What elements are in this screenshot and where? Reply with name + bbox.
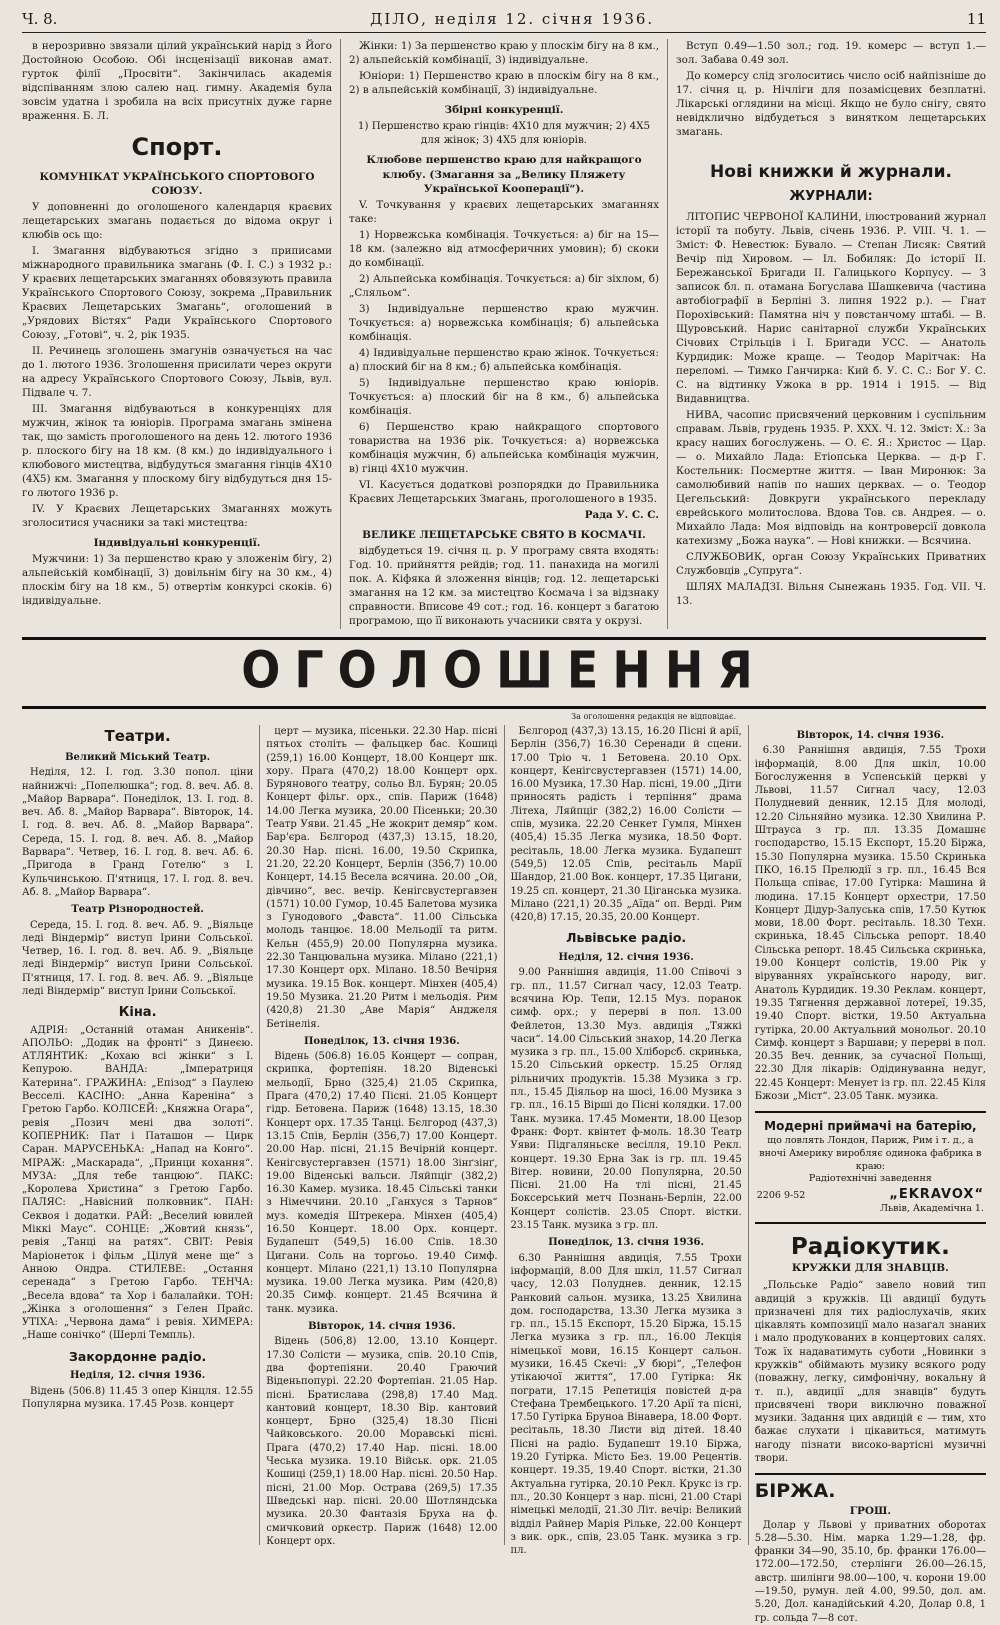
money-subheading: ГРОШ. xyxy=(849,1504,891,1517)
masthead: ДІЛО, неділя 12. січня 1936. xyxy=(370,10,655,28)
article-paragraph: 2) Альпейська комбінація. Точкується: а) біг зіхлом, б) „Сляльом“. xyxy=(349,273,659,300)
article-paragraph: ІІ. Речинець зголошень змагунів означується на час до 1. лютого 1936. Зголошення присилати через округи на адресу Українського Спортового Союзу, Львів, вул. Підвале ч. 7. xyxy=(22,345,332,400)
ad-text: Радіотехнічні заведення xyxy=(808,1173,932,1185)
team-heading: Збірні конкуренції. xyxy=(444,104,564,116)
lead-paragraph: в нерозривно звязали цілий український нарід з Його Достойною Особою. Обі інсценізації виконав амат. гурток філії „Просвіти“. Закінчилась академія відспіванням злою салею нац. гимну. Академія була зовсім удатна і зробила на всіх присутніх дуже гарне враження. Б. Л. xyxy=(22,40,332,122)
communique-heading: КОМУНІКАТ УКРАЇНСЬКОГО СПОРТОВОГО СОЮЗУ. xyxy=(39,170,315,197)
radio-listing: Бєлгород (437,3) 13.15, 16.20 Пісні й арії, Берлін (356,7) 16.30 Серенади й сцени. 17.00 Тріо ч. 1 Бетовена. 20.10 Орх. концерт, Кенігсвустергавзен (1571) 14.00, 16.00 Музика, 17.30 Нар. пісні, 19.00 „Діти приносять радість і терпіння“ драма Літеха, Ляйпціг (382,2) 16.00 Солісти — спів, музика. 22.20 Сенкет Гумля, Мінхен (405,4) 15.35 Легка музика, 18.50 Форт. ресітаьль, 18.00 Легка музика. Будапешт (549,5) 12.05 Спів, ресітаьль Марії Шандор, 21.00 Вок. концерт, 17.35 Цигани, 19.25 сп. концерт, 21.30 Ціганська музика. Мілано (221,1) 20.35 „Аїда“ оп. Верді. Рим (420,8) 17.15, 20.35, 20.00 Концерт. xyxy=(510,726,742,924)
radio-listing: 6.30 Раннішня авдиція, 7.55 Трохи інформацій, 8.00 Для шкіл, 11.57 Сигнал часу, 12.03 Полуднев. денник, 12.15 Ранковий сальон. музика, 13.25 Хвилина дом. господарства, 13.30 Легка музика з гр. пл., 15.15 Експорт, 15.20 Біржа, 15.15 Легка музика з гр. пл., 16.00 Лекція німецької мови, 16.15 Концерт сальон. музики, 16.45 Скечі: „У бюрі“, „Телефон утікаючої життя“, 17.00 Гутірка: Як пограти, 17.15 Репетиція повістей д-ра Стефана Трембецького. 17.20 Арії та пісні, 17.50 Гутірка Бруноа Вінавера, 18.00 Форт. ресітаьль, 18.30 Листи від дітей. 18.40 Пісні на радіо. Будапешт 19.10 Біржа, 19.20 Гутірка. Місто Без. 19.00 Рецентів. концерт. 19.35, 19.40 Спорт. вістки, 21.30 Актуальна гутірка, 20.10 Рекл. Крукс із гр. пл., 20.30 Концерт з нар. пісні, 21.00 Старі німецькі мелодії, 21.30 Літ. вечір: Великий відділ Райнер Марія Рільке, 22.00 Концерт з вик. орк., спів, 23.05 Танк. музика з гр. пл. xyxy=(510,1252,742,1557)
ad-headline: Модерні приймачі на батерію, xyxy=(764,1119,977,1134)
page-header xyxy=(22,6,986,33)
article-paragraph: IV. У Краєвих Лещетарських Змаганнях можуть зголоситися учасники за такі мистецтва: xyxy=(22,503,332,530)
radio-listing: церт — музика, пісеньки. 22.30 Нар. пісні пятьох століть — фальцкер бас. Кошиці (259,1) 16.00 Концерт, 18.00 Концерт шк. хору. Прага (470,2) 18.00 Концерт орх. Бурянового театру, сольо Вл. Бурян; 20.05 Концерт фільг. орх., спів. Париж (1648) 14.00 Легка музика, 20.00 Пісеньки; 20.30 Театр Уяви. 21.45 „Не жокрит демяр“ ком. Бар'єра. Бєлгород (437,3) 13.15, 18.20, 20.30 Нар. пісні. 16.00, 19.50 Скрипка, 21.20, 22.20 Концерт, Берлін (356,7) 10.00 Концерт, 14.15 Весела всячина. 20.00 „Ой, дівчино“, вес. вечір. Кенігсвустергавзен (1571) 10.00 Гумор, 10.45 Балетова музика з Гунодового „Фавста“. 11.00 Сільська молодь танцює. 18.00 Мельодії та ритм. Кельн (455,9) 20.00 Популярна музика. 22.30 Танцювальна музика. Мілано (221,1) 17.30 Концерт орх. Мілано. 18.50 Вечірня музика. 19.15 Вок. концерт. Мінхен (405,4) 19.50 Музика. 21.20 Ритм і мельодія. Рим (420,8) 21.30 „Аве Марія“ Анджеля Бетінелія. xyxy=(266,726,498,1030)
cinemas-heading: Кіна. xyxy=(118,1005,157,1021)
column-foreign-radio xyxy=(259,725,497,1545)
exchange-heading: БІРЖА. xyxy=(755,1473,986,1504)
individual-heading: Індивідуальні конкуренції. xyxy=(93,537,261,550)
radio-listing: 9.00 Раннішня авдиція, 11.00 Співочі з гр. пл., 11.57 Сигнал часу, 12.03 Театр. всячина Юр. Тепи, 12.15 Муз. поранок симф. орх.; у перерві в пол. 13.00 Фейлетон, 13.30 Муз. авдиція „Тяжкі часи“. 14.00 Сільський знахор, 14.20 Легка музика з гр. пл., 15.00 Хліборсб. скринька, 15.20 Сільський оркестр. 15.25 Огляд рільничих продуктів. 15.38 Музика з гр. пл., 15.45 Діяльор на шосі, 16.00 Музика з гр. пл., 16.15 Вірші до Пісні колядки. 17.00 Танк. музика. 17.45 Моменти, 18.00 Цезор Франк: Форт. квінтет ф-моль. 18.30 Театр Уяви: Підгаляньске весілля, 19.10 Рекл. концерт. 19.30 Ерна Зак із гр. пл. 19.45 Вітер. новини, 20.00 Популярна, 20.50 Пісні. 21.00 На тлі пісні, 21.45 Боксерський метч Познань-Берлін, 22.00 Концерт солістів. 23.05 Спорт. вістки. 23.15 Танк. музика з гр. пл. xyxy=(510,967,742,1232)
article-paragraph: І. Змагання відбуваються згідно з приписами міжнародного правильника змагань (Ф. І. С.) з 1932 р.: У краєвих лещетарських змаганнях обовязують правила Українського Спортового Союзу, зокрема „Правильник Краєвих Лещетарських Змагань“, оголошений в „Урядових Вістях“ Ради Українського Спортового Союзу, „Готові“, ч. 2, рік 1935. xyxy=(22,245,332,342)
radio-listing: Відень (506.8) 11.45 З опер Кінцля. 12.55 Популярна музика. 17.45 Розв. концерт xyxy=(22,1385,254,1410)
ekravox-advertisement xyxy=(755,1111,986,1223)
books-heading: Нові книжки й журнали. xyxy=(710,162,952,182)
article-paragraph: ІІІ. Змагання відбуваються в конкуренціях для мужчин, жінок та юніорів. Програма змагань змінена так, що замість проголошеного на день 12. лютого 1936 р. плоского бігу на 18 км. (8 км.) до індивідуального і клюбового мистецтва, відбудуться змагання гінців 4Х10 (4Х5) км. Змагання у плоскому бігу відбудуться дня 15-го лютого 1936 р. xyxy=(22,403,332,500)
journal-entry: ШЛЯХ МАЛАДЗІ. Вільня Сынежань 1935. Год. VII. Ч. 13. xyxy=(676,580,986,607)
ad-footer xyxy=(757,1186,984,1203)
article-paragraph: 5) Індивідуальне першенство краю юніорів. Точкується: а) плоский біг на 8 км., б) альпейська комбінація. xyxy=(349,377,659,418)
lead-paragraph: Вступ 0.49—1.50 зол.; год. 19. комерс — вступ 1.— зол. Забава 0.49 зол. xyxy=(676,40,986,66)
kosmach-heading: ВЕЛИКЕ ЛЕЩЕТАРСЬКЕ СВЯТО В КОСМАЧІ. xyxy=(362,529,646,542)
day-heading: Неділя, 12. січня 1936. xyxy=(69,1370,206,1382)
ad-address: Львів, Академічна 1. xyxy=(880,1203,984,1215)
ad-brand: „EKRAVOX“ xyxy=(889,1186,984,1202)
top-columns xyxy=(22,39,986,629)
main-theatre-heading: Великий Міський Театр. xyxy=(65,751,211,763)
column-competitions xyxy=(340,39,659,629)
banner-disclaimer: За оголошення редакція не відповідає. xyxy=(571,712,736,721)
journals-heading: ЖУРНАЛИ: xyxy=(789,189,873,205)
signature: Рада У. С. С. xyxy=(584,509,659,522)
radio-listing: Відень (506,8) 12.00, 13.10 Концерт. 17.30 Солісти — музика, спів. 20.10 Спів, два фортепіяни. 20.40 Граючий Віденьпопурі. 22.20 Фортепіан. 21.05 Нар. пісні. Братислава (298,8) 17.40 Мад. кантовий концерт, 18.30 Вір. кантовий концерт, Брно (325,4) 18.30 Пісні Чайковського. 20.00 Моравські пісні. Прага (470,2) 17.40 Нар. пісні. 18.00 Чеська музика. 19.10 Військ. орк. 21.05 Кошиці (259,1) 18.00 Нар. пісні. 20.50 Нар. пісні, 21.00 Мор. Острава (269,5) 17.35 Шведські нар. пісні. 20.00 Шотляндська музика. 20.30 Фантазія Бруха на ф. смичковий оркестр. Париж (1648) 12.00 Концерт орх. xyxy=(266,1336,498,1547)
article-paragraph: 3) Індивідуальне першенство краю мужчин. Точкується: а) норвежська комбінація; б) альпейська комбінація. xyxy=(349,303,659,344)
column-lviv-radio xyxy=(504,725,742,1557)
day-heading: Неділя, 12. січня 1936. xyxy=(558,952,694,964)
club-heading: Клюбове першенство краю для найкращого клюбу. (Змагання за „Велику Пляжету Української Кооперації“). xyxy=(366,154,642,195)
journal-entry: НИВА, часопис присвячений церковним і суспільним справам. Львів, грудень 1935. Р. XXX. Ч. 12. Зміст: Х.: За красу наших богослужень. — О. Є. Я.: Христос — Цар. — о. Михайло Лада: Етіопська Церква. — д-р Г. Костельник: Посмертне життя. — Іван Миронюк: За самолюбивий напів по наших церквах. — о. Теодор Цегельський: Довкруги українського перекладу єврейського молитослова. Вдова Тов. св. Андрея. — о. Михайло Лада: Моя відповідь на контроверсії довкола катехизму „Божа наука“. — Нові книжки. — Всячина. xyxy=(676,408,986,547)
section-number: Ч. 8. xyxy=(22,10,58,28)
exchange-rates: Долар у Львові у приватних оборотах 5.28—5.30. Нім. марка 1.29—1.28, фр. франки 34—90, 35.10, бр. франки 176.00—172.00—172.50, стерлінги 26.00—26.15, австр. шилінги 98.00—100, ч. корони 19.00—19.50, румун. лей 4.00, 99.50, дол. ам. 5.20, Дол. канадійський 4.20, Долар 0.8, 1 гр. сольда 7—8 сот. xyxy=(754,1519,986,1624)
radio-listing: Відень (506.8) 16.05 Концерт — сопран, скрипка, фортепіян. 18.20 Віденські мельодії, Брно (325,4) 21.05 Скрипка, Прага (470,2) 17.40 Пісні. 21.05 Концерт гідр. Бетовена. Париж (1648) 13.15, 18.30 Концерт орх. 17.35 Танці. Бєлгород (437,3) 13.15 Спів, Берлін (356,7) 17.00 Концерт. 20.00 Нар. пісні, 21.15 Вечірній концерт. Кенігсвустергавзен (1571) 18.00 Зінґзінґ, 19.00 Віденські вальси. Ляйпціг (382,2) 16.30 Камер. музика. 18.45 Сільські танки з Німеччини. 20.10 „Ганхуся з Тарнов“ муз. комедія Штрекера. Мінхен (405,4) 16.50 Концерт. 18.00 Орх. концерт. Будапешт (549,5) 16.00 Спів. 18.30 Цигани. Соль на торгоьо. 19.40 Симф. концерт. Мілано (221,1) 13.10 Популярна музика. 19.00 Легка музика. Рим (420,8) 20.35 Симф. концерт. 21.45 Всячина й танк. музика. xyxy=(266,1051,498,1315)
journal-entry: СЛУЖБОВИК, орган Союзу Українських Приватних Службовців „Супруга“. xyxy=(676,550,986,577)
article-paragraph: 1) Норвежська комбінація. Точкується: а) біг на 15—18 км. (залежно від атмосферичних умовин); б) скоки до комбінації. xyxy=(349,229,659,270)
radio-corner-heading: Радіокутик. xyxy=(790,1233,950,1260)
article-paragraph: VI. Касується додаткові розпорядки до Правильника Краєвих Лещетарських Змагань, проголошеного в 1935. xyxy=(349,479,659,506)
article-paragraph: У доповненні до оголошеного календарця краєвих лещетарських змагань подається до відома округ і клюбів ось що: xyxy=(22,201,332,242)
ad-text: що ловлять Лондон, Париж, Рим і т. д., а вночі Америку виробляє одинока фабрика в краю: xyxy=(759,1135,982,1172)
team-paragraph: 1) Першенство краю гінців: 4Х10 для мужчин; 2) 4Х5 для жінок; 3) 4Х5 для юніорів. xyxy=(357,120,651,147)
cinema-listing: АДРІЯ: „Останній отаман Аникенів“. АПОЛЬО: „Додик на фронті“ з Динеєю. АТЛЯНТИК: „Кохаю всі жінки“ з І. Кепурою. ВАНДА: „Імператриця Катерина“. ГРАЖИНА: „Епізод“ з Паулею Весселі. КАСІНО: „Анна Кареніна“ з Гретою Гарбо. КОЛІСЕЙ: „Княжна Огара“, ревія „Позич мені два золоті“. КОПЕРНИК: Пат і Паташон — Цирк Саран. МАРУСЕНЬКА: „Напад на Конго“. МІРАЖ: „Маскарада“, „Принци кохання“. МУЗА: „Для тебе танцюю“. ПАКС: „Королева Христина“ з Гретою Гарбо. ПАЛЯС: „Навісний полковник“. ПАН: Секвоя і додатки. РАЙ: „Веселий ювилей Міккі Маус“. СОНЦЕ: „Жовтий князь“, ревія „Танці на ратях“. СВІТ: Ревія Маріонеток і фільм „Цілуй мене ще“ з Анною Ондра. СТИЛЕВЕ: „Остання серенада“ з Гретою Гарбо. ТЕНЧА: „Весела вдова“ та Хор і балалайки. ТОН: „Жінка з оголошення“ з Гелен Прайс. УТІХА: „Червона дама“ і ревія. ХИМЕРА: „Наше сонічко“ (Шерлі Темпль). xyxy=(22,1024,254,1342)
kosmach-paragraph: відбудеться 19. січня ц. р. У програму свята входять: Год. 10. прийняття рейдів; год. 11. панахида на могилі пок. А. Кіфяка й зложення вінців; год. 12. лещетарські змагання на 12 км. за мистецтво Космача і за відзнаку справности. Вписове 49 сот.; год. 16. концерт з багатою програмою, що її виконають учасники свята у окрузі. xyxy=(349,545,659,628)
men-paragraph: Мужчини: 1) За першенство краю у зложенім бігу, 2) альпейській комбінації, 3) довільнім бігу на 30 км., 4) плоскім бігу на 18 км., 5) отвертім конкурсі скоків. 6) індивідуальне. xyxy=(22,553,332,608)
day-heading: Понеділок, 13. січня 1936. xyxy=(548,1237,704,1249)
lviv-radio-heading: Львівське радіо. xyxy=(566,930,687,946)
article-paragraph: V. Точкування у краєвих лещетарських змаганнях таке: xyxy=(349,199,659,226)
column-theatres xyxy=(22,725,253,1545)
bottom-columns xyxy=(22,725,986,1624)
radio-corner-subheading: КРУЖКИ ДЛЯ ЗНАВЦІВ. xyxy=(791,1262,949,1275)
day-heading: Вівторок, 14. січня 1936. xyxy=(308,1321,456,1333)
journal-entry: ЛІТОПИС ЧЕРВОНОЇ КАЛИНИ, ілюстрований журнал історії та побуту. Львів, січень 1936. Р. VIII. Ч. 1. — Зміст: Ф. Невестюк: Бувало. — Степан Лисяк: Святий Вечір під Хировом. — Іл. Бобиляк: До історії ІІ. Бережанської Бригади ІІ. Галицького Корпусу. — З записок бл. п. отамана Богуслава Шашкевича (частина автобіографії в Берліні 3. липня 1922 р.). — Гнат Порохівський: Памятна ніч у повстанчому штабі. — В. Щуровський. Нарис санітарної служби Українських Січових Стрільців і І. Бригади УСС. — Анатоль Курдидик: Може краще. — Теодор Марітчак: На переломі. — Тимко Ганчирка: Кий б. У. С. С.: Бог У. С. С. на відтинку Ужока в рр. 1914 і 1915. — Від Видавництва. xyxy=(676,210,986,405)
foreign-radio-heading: Закордонне радіо. xyxy=(69,1348,207,1364)
women-paragraph: Жінки: 1) За першенство краю у плоскім бігу на 8 км., 2) альпейській комбінації, 3) індивідуальне. xyxy=(349,40,659,66)
lead-paragraph: До комерсу слід зголоситись число осіб найпізніше до 17. січня ц. р. Нічліги для позамісцевих безплатні. Лікарські оглядини на місці. Якщо не було снігу, свято невідклично відбудеться з винятком лещетарських змагань. xyxy=(676,70,986,138)
juniors-paragraph: Юніори: 1) Першенство краю в плоскім бігу на 8 км., 2) в альпейській комбінації, 3) індивідуальне. xyxy=(349,70,659,96)
page-number: 11 xyxy=(966,10,986,28)
variety-theatre-heading: Театр Різнородностей. xyxy=(71,904,204,916)
article-paragraph: 6) Першенство краю найкращого спортового товариства на 1936 рік. Точкується: а) норвежська комбінація мужчин, б) альпейська комбінація мужчин, в) гінці 4Х10 мужчин. xyxy=(349,421,659,476)
theatre-listing: Неділя, 12. І. год. 3.30 попол. ціни найнижчі: „Попелюшка“; год. 8. веч. Аб. 8. „Майор Варвара“. Понеділок, 13. І. год. 8. веч. Аб. 8. „Майор Варвара“. Вівторок, 14. І. год. 8. веч. Аб. 8. „Майор Варвара“. Середа, 15. І. год. 8. веч. Аб. 8. „Майор Варвара“. Четвер, 16. І. год. 8. веч. Аб. 6. „Пригода в Гранд Готелю“ з І. Кульчинською. П'ятниця, 17. І. год. 8. веч. Аб. 8. „Майор Варвара“. xyxy=(22,767,254,898)
column-sport xyxy=(22,39,332,629)
column-books xyxy=(667,39,986,629)
announcements-banner xyxy=(22,637,986,721)
theatres-heading: Театри. xyxy=(104,727,171,745)
radio-listing: 6.30 Раннішня авдиція, 7.55 Трохи інформацій, 8.00 Для шкіл, 10.00 Богослуження в Успенській церкві у Львові, 11.57 Сигнал часу, 12.03 Полудневий денник, 12.15 Для молоді, 12.20 Сільняйно музика. 12.30 Хвилина Р. Штрауса з гр. пл. 13.35 Домашнє господарство, 15.15 Експорт, 15.20 Біржа, 15.30 Популярна музика. 15.50 Скринька ПКО, 16.15 Прелюдії з гр. пл., 16.45 Вся Польща співає, 17.00 Гутірка: Машина й людина. 17.15 Концерт орхестри, 17.50 Концерт Дідур-Залуська спів, 17.50 Кутюк мови, 18.00 Форт. ресітаьль. 18.30 Техн. скринька, 18.45 Сільська репорт. 18.40 Сільська репорт. 18.45 Сильська скринька, 19.00 Концерт солістів, 19.00 Рік у віруваннях українського народу, виг. Анатоль Курдидик. 19.30 Реклам. концерт, 19.35 Тягнення державної лотереї, 19.35, 19.40 Спорт. вістки, 19.50 Актуальна гутірка, 20.00 Актуальний монольог. 20.10 Симф. концерт з Варшави; у перерві в пол. 20.35 Веч. денник, за сучасної Польщі, 22.30 Для лікарів: Одідинуванна недуг, 22.45 Концерт: Менует із гр. пл. 22.45 Кіля Бжози „Міст“. 23.05 Танк. музика. xyxy=(754,745,986,1103)
day-heading: Понеділок, 13. січня 1936. xyxy=(303,1035,460,1047)
sport-heading: Спорт. xyxy=(131,133,223,161)
radio-corner-text: „Польське Радіо“ завело новий тип авдицій з кружків. Ці авдиції будуть призначені для тих радіослухачів, яких цікавлять композиції мало назагал знаних і мало продукованих в концертових салях. Тож їх надаватимуть суботи „Новинки з кружків“ обіймають музику всякого роду (поважну, легку, симфонічну, вокальну й т. п.), авдиції „для знавців“ будуть присвячені твори виключно поважної музики. Задання цих авдицій є — тим, хто бажає слухати і цікавиться, матимуть нагоду пізнати високо-вартісні музичні твори. xyxy=(754,1280,986,1465)
banner-title: ОГОЛОШЕННЯ xyxy=(241,640,767,700)
ad-phone: 2206 9-52 xyxy=(756,1190,806,1202)
column-ads xyxy=(748,725,986,1624)
article-paragraph: 4) Індивідуальне першенство краю жінок. Точкується: а) плоский біг на 8 км.; б) альпейська комбінація. xyxy=(349,347,659,374)
day-heading: Вівторок, 14. січня 1936. xyxy=(796,730,945,741)
theatre-listing: Середа, 15. І. год. 8. веч. Аб. 9. „Віяльце леді Віндермір“ виступ Ірини Сольської. Четвер, 16. І. год. 8. веч. Аб. 9. „Віяльце леді Віндермір“ виступ Ірини Сольської. П'ятниця, 17. І. год. 8. веч. Аб. 9. „Віяльце леді Віндермір“ виступ Ірини Сольської. xyxy=(22,919,254,997)
